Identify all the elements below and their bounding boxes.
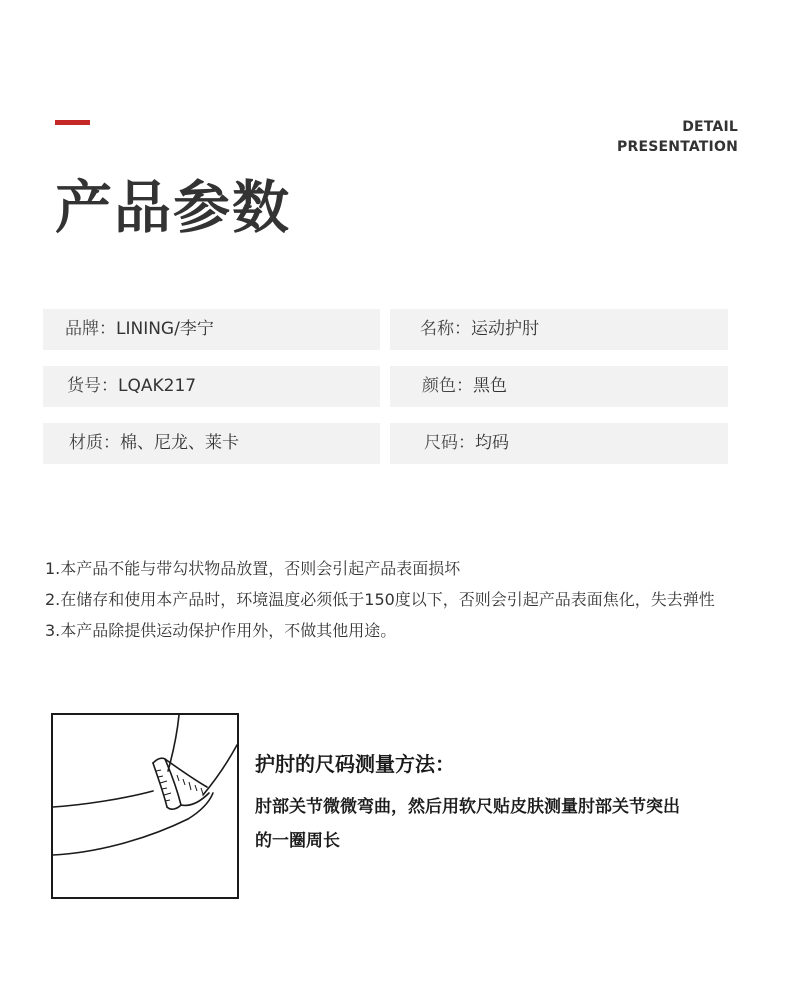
note-item: 3.本产品除提供运动保护作用外，不做其他用途。 <box>45 621 397 640</box>
accent-bar <box>55 120 90 125</box>
spec-value: LINING/李宁 <box>116 319 214 339</box>
spec-key: 颜色： <box>422 376 473 396</box>
measure-title: 护肘的尺码测量方法： <box>255 752 455 776</box>
spec-value: 棉、尼龙、莱卡 <box>120 433 239 453</box>
page-title: 产品参数 <box>55 175 291 241</box>
spec-material <box>43 423 380 464</box>
detail-line-1: DETAIL <box>682 119 738 135</box>
spec-brand <box>43 309 380 350</box>
spec-key: 材质： <box>69 433 120 453</box>
spec-size <box>390 423 728 464</box>
spec-key: 尺码： <box>424 433 475 453</box>
spec-color <box>390 366 728 407</box>
measure-line-1: 肘部关节微微弯曲，然后用软尺贴皮肤测量肘部关节突出 <box>255 797 680 817</box>
detail-presentation-label <box>617 117 738 157</box>
spec-value: 黑色 <box>473 376 507 396</box>
note-item: 1.本产品不能与带勾状物品放置，否则会引起产品表面损坏 <box>45 559 461 578</box>
spec-key: 品牌： <box>65 319 116 339</box>
elbow-tape-measure-icon <box>51 713 239 899</box>
spec-key: 货号： <box>67 376 118 396</box>
spec-value: LQAK217 <box>118 376 197 396</box>
spec-key: 名称： <box>420 319 471 339</box>
spec-item-number <box>43 366 380 407</box>
detail-line-2: PRESENTATION <box>617 139 738 155</box>
measure-method <box>255 748 770 858</box>
measure-line-2: 的一圈周长 <box>255 831 340 851</box>
spec-value: 运动护肘 <box>471 319 539 339</box>
care-notes <box>45 553 715 646</box>
spec-value: 均码 <box>475 433 509 453</box>
note-item: 2.在储存和使用本产品时，环境温度必须低于150度以下，否则会引起产品表面焦化，失去弹性 <box>45 590 715 609</box>
spec-name <box>390 309 728 350</box>
